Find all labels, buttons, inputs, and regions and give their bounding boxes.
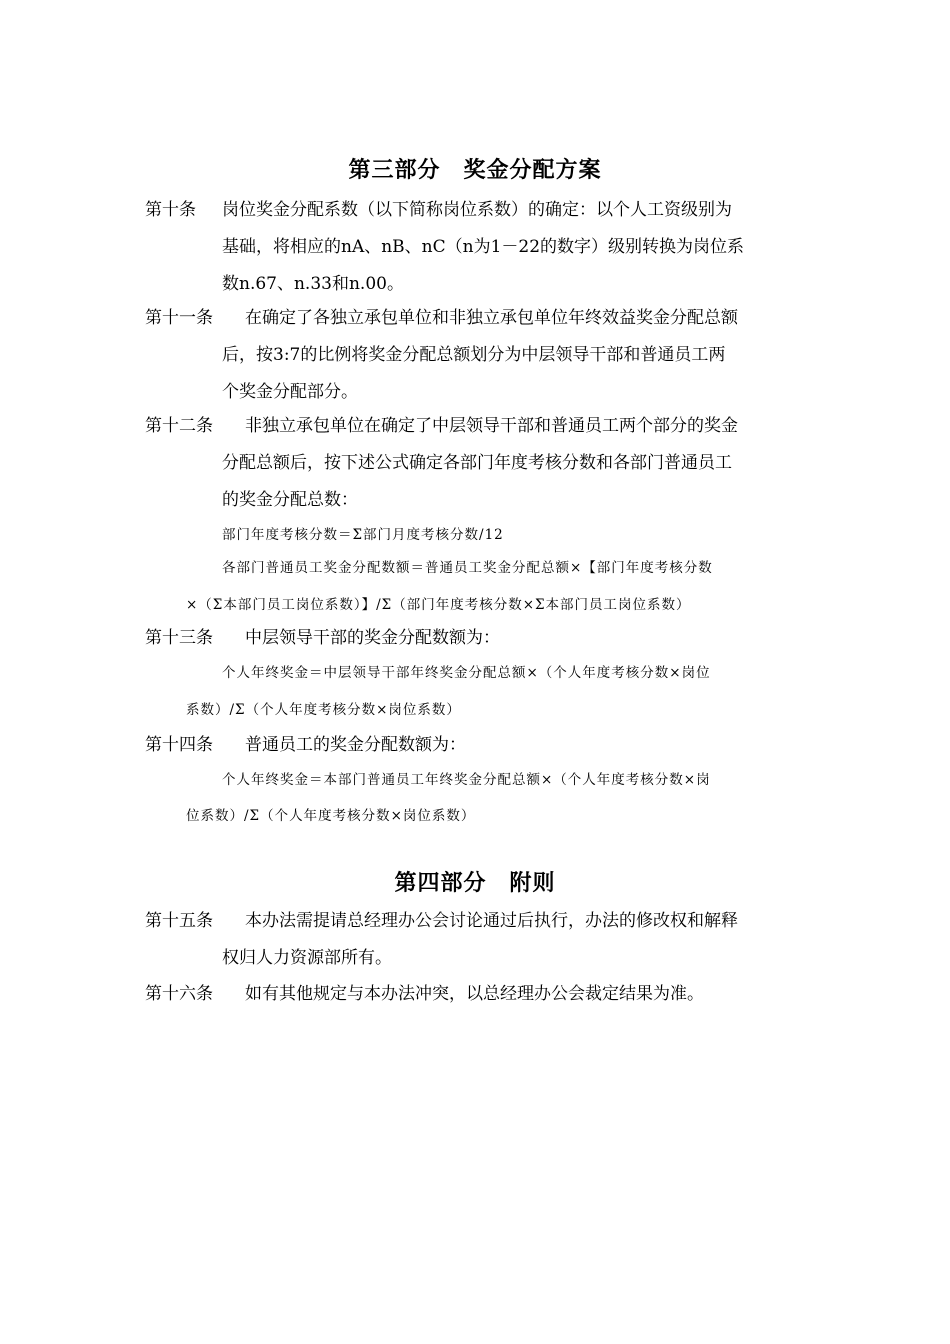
article-11-text: 后，按3:7的比例将奖金分配总额划分为中层领导干部和普通员工两 个奖金分配部分。 [222, 345, 726, 402]
article-15-line1: 本办法需提请总经理办公会讨论通过后执行，办法的修改权和解释 [245, 911, 738, 931]
formula-mid-level-bonus-line1: 个人年终奖金＝中层领导干部年终奖金分配总额×（个人年度考核分数×岗位 [222, 665, 711, 681]
article-12-text: 分配总额后，按下述公式确定各部门年度考核分数和各部门普通员工 的奖金分配总数： [222, 453, 732, 510]
article-13-label: 第十三条 [145, 628, 213, 648]
formula-staff-bonus-line2: 位系数）/Σ（个人年度考核分数×岗位系数） [186, 808, 476, 824]
formula-dept-staff-bonus-line1: 各部门普通员工奖金分配数额＝普通员工奖金分配总额×【部门年度考核分数 [222, 560, 713, 576]
article-15 [145, 903, 805, 977]
article-13 [145, 620, 805, 657]
article-10-label: 第十条 [145, 200, 196, 220]
part3-heading: 第三部分 奖金分配方案 [348, 158, 602, 183]
article-16-text: 如有其他规定与本办法冲突，以总经理办公会裁定结果为准。 [245, 984, 704, 1004]
article-14-text: 普通员工的奖金分配数额为： [245, 735, 466, 755]
article-10 [145, 192, 805, 303]
article-11-label: 第十一条 [145, 308, 213, 328]
formula-dept-staff-bonus-line2: ×（Σ本部门员工岗位系数）】/Σ（部门年度考核分数×Σ本部门员工岗位系数） [186, 597, 691, 613]
article-16 [145, 976, 805, 1013]
formula-mid-level-bonus-line2: 系数）/Σ（个人年度考核分数×岗位系数） [186, 702, 461, 718]
article-15-text: 权归人力资源部所有。 [222, 948, 392, 968]
article-14 [145, 727, 805, 764]
article-15-label: 第十五条 [145, 911, 213, 931]
article-13-text: 中层领导干部的奖金分配数额为： [245, 628, 500, 648]
part4-heading: 第四部分 附则 [394, 871, 556, 896]
article-12-line1: 非独立承包单位在确定了中层领导干部和普通员工两个部分的奖金 [245, 416, 738, 436]
article-12-label: 第十二条 [145, 416, 213, 436]
article-11-line1: 在确定了各独立承包单位和非独立承包单位年终效益奖金分配总额 [245, 308, 738, 328]
article-16-label: 第十六条 [145, 984, 213, 1004]
formula-dept-annual-score: 部门年度考核分数＝Σ部门月度考核分数/12 [222, 527, 504, 543]
formula-staff-bonus-line1: 个人年终奖金＝本部门普通员工年终奖金分配总额×（个人年度考核分数×岗 [222, 772, 711, 788]
article-11 [145, 300, 805, 411]
article-14-label: 第十四条 [145, 735, 213, 755]
article-12 [145, 408, 805, 519]
article-10-text: 岗位奖金分配系数（以下简称岗位系数）的确定：以个人工资级别为 基础，将相应的nA、nB、nC（n为1－22的数字）级别转换为岗位系 数n.67、n.33和n.00。 [222, 200, 745, 294]
